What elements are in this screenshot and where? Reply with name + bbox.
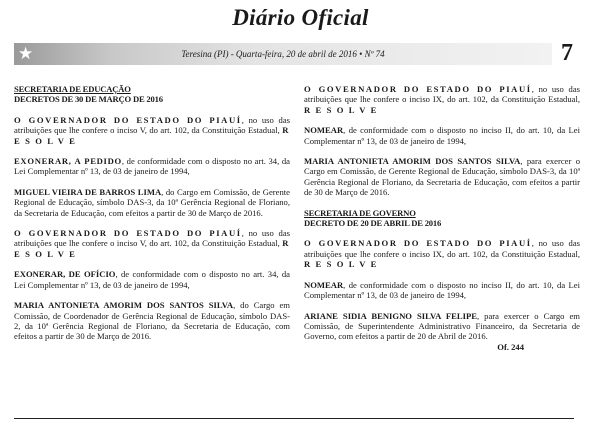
resolve-text: R E S O L V E <box>14 238 290 259</box>
paragraph-nominate <box>304 280 580 301</box>
resolve-text: R E S O L V E <box>14 125 290 146</box>
paragraph-lead: O GOVERNADOR DO ESTADO DO PIAUÍ <box>14 228 242 239</box>
bottom-divider <box>14 418 574 419</box>
decree-heading: DECRETO DE 20 DE ABRIL DE 2016 <box>304 218 442 229</box>
paragraph-governor <box>14 228 290 259</box>
newspaper-title: Diário Oficial <box>232 5 369 30</box>
paragraph-lead: EXONERAR, A PEDIDO <box>14 156 122 167</box>
paragraph-lead: MIGUEL VIEIRA DE BARROS LIMA <box>14 186 162 197</box>
resolve-text: R E S O L V E <box>304 259 378 270</box>
paragraph-text: , do Cargo em Comissão, de Gerente Regional de Educação, símbolo DAS-3, da 10ª Gerência Regional de Floriano, da Secretaria de Educação, com efeitos a partir de 30 de Março de 2016. <box>14 186 290 218</box>
paragraph-person <box>304 156 580 198</box>
decree-heading: DECRETOS DE 30 DE MARÇO DE 2016 <box>14 94 163 105</box>
paragraph-lead: O GOVERNADOR DO ESTADO DO PIAUÍ <box>304 238 532 249</box>
paragraph-governor <box>14 115 290 146</box>
paragraph-lead: MARIA ANTONIETA AMORIM DOS SANTOS SILVA <box>14 300 234 311</box>
paragraph-text: , para exercer o Cargo em Comissão, de Gerente Regional de Educação, símbolo DAS-3, da 10ª Gerência Regional de Floriano, da Secretaria de Educação, com efeitos a partir de 30 de Março de 2016. <box>304 156 580 198</box>
paragraph-lead: MARIA ANTONIETA AMORIM DOS SANTOS SILVA <box>304 156 521 167</box>
paragraph-person <box>14 187 290 218</box>
paragraph-person <box>14 300 290 342</box>
paragraph-lead: O GOVERNADOR DO ESTADO DO PIAUÍ <box>304 84 532 94</box>
issue-line: Teresina (PI) - Quarta-feira, 20 de abril de 2016 • Nº 74 <box>181 49 385 59</box>
paragraph-lead: O GOVERNADOR DO ESTADO DO PIAUÍ <box>14 114 242 125</box>
paragraph-text: , de conformidade com o disposto no inciso II, do art. 10, da Lei Complementar nº 13, de 03 de janeiro de 1994, <box>304 279 580 301</box>
paragraph-lead: ARIANE SIDIA BENIGNO SILVA FELIPE <box>304 310 477 321</box>
paragraph-person <box>304 311 580 342</box>
paragraph-lead: NOMEAR <box>304 125 344 136</box>
paragraph-lead: NOMEAR <box>304 279 344 290</box>
paragraph-exonerate <box>14 269 290 290</box>
paragraph-text: , no uso das atribuições que lhe confere o inciso IX, do art. 102, da Constituição Estadual, <box>304 238 580 259</box>
paragraph-governor <box>304 84 580 115</box>
office-reference: Of. 244 <box>497 341 524 352</box>
paragraph-text: , de conformidade com o disposto no inciso II, do art. 10, da Lei Complementar nº 13, de 03 de janeiro de 1994, <box>304 125 580 146</box>
paragraph-exonerate <box>14 156 290 177</box>
paragraph-text: , no uso das atribuições que lhe confere o inciso V, do art. 102, da Constituição Estadual, <box>14 228 290 249</box>
paragraph-text: , no uso das atribuições que lhe confere o inciso IX, do art. 102, da Constituição Estadual, <box>304 84 580 105</box>
page-number: 7 <box>561 40 573 66</box>
right-column <box>304 84 580 352</box>
paragraph-text: , para exercer o Cargo em Comissão, de Superintendente Administrativo Financeiro, da Secretaria de Governo, com efeitos a partir de 20 de Abril de 2016. <box>304 310 580 342</box>
left-column <box>14 84 290 352</box>
paragraph-text: , de conformidade com o disposto no art. 34, da Lei Complementar nº 13, de 03 de janeiro de 1994, <box>14 156 290 177</box>
issue-banner <box>14 43 552 65</box>
resolve-text: R E S O L V E <box>304 104 378 115</box>
paragraph-lead: EXONERAR, DE OFÍCIO <box>14 269 116 280</box>
paragraph-text: , de conformidade com o disposto no art. 34, da Lei Complementar nº 13, de 03 de janeiro de 1994, <box>14 269 290 290</box>
star-icon: ★ <box>18 44 34 63</box>
paragraph-text: , no uso das atribuições que lhe confere o inciso V, do art. 102, da Constituição Estadual, <box>14 114 290 136</box>
paragraph-text: , do Cargo em Comissão, de Coordenador de Gerência Regional de Educação, símbolo DAS-2, da 10ª Gerência Regional de Floriano, da Secretaria de Educação, com efeitos a partir de 30 de Março de 2016. <box>14 300 290 342</box>
section-heading: SECRETARIA DE GOVERNO <box>304 207 416 218</box>
paragraph-nominate <box>304 125 580 146</box>
section-heading: SECRETARIA DE EDUCAÇÃO <box>14 84 131 94</box>
paragraph-governor <box>304 238 580 269</box>
